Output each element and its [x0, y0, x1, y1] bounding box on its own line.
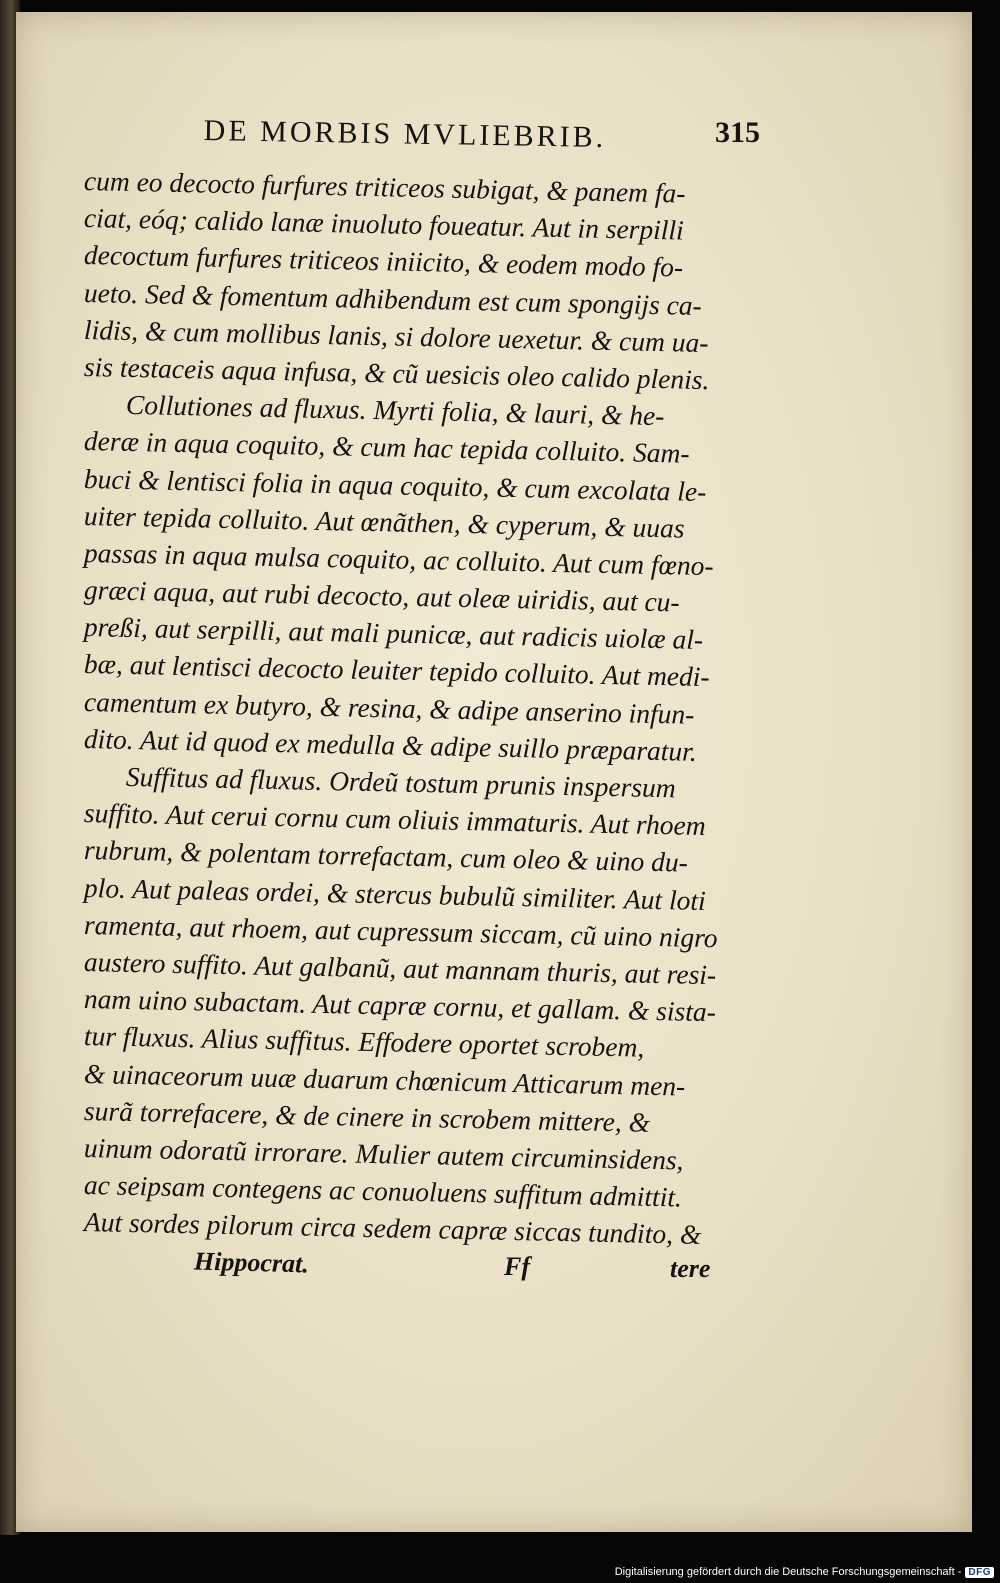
running-head	[84, 108, 760, 162]
running-head-title: DE MORBIS MVLIEBRIB.	[203, 114, 607, 155]
text-line: & uinaceorum uuæ duarum chœnicum Atticarum men-	[83, 1057, 686, 1102]
text-line: austero suffito. Aut galbanũ, aut mannam thuris, aut resi-	[83, 945, 717, 991]
page-footer	[84, 1244, 754, 1288]
text-line: buci & lentisci folia in aqua coquito, & cum excolata le-	[83, 462, 707, 507]
text-line: bæ, aut lentisci decocto leuiter tepido colluito. Aut medi-	[83, 648, 710, 693]
text-line: ciat, eóq; calido lanæ inuoluto foueatur. Aut in serpilli	[83, 202, 685, 246]
text-line: græci aqua, aut rubi decocto, aut oleæ uiridis, aut cu-	[83, 574, 680, 618]
catchword: tere	[670, 1254, 711, 1284]
text-line: ac seipsam contegens ac conuoluens suffitum admittit.	[83, 1169, 683, 1213]
running-footer-title: Hippocrat.	[193, 1246, 310, 1279]
text-line: ueto. Sed & fomentum adhibendum est cum spongijs ca-	[83, 276, 703, 321]
text-line: uinum odoratũ irrorare. Mulier autem circuminsidens,	[83, 1131, 684, 1176]
section-heading-line: Collutiones ad fluxus. Myrti folia, & lauri, & he-	[125, 389, 665, 432]
signature-mark: Ff	[504, 1252, 530, 1282]
text-line: dito. Aut id quod ex medulla & adipe suillo præparatur.	[83, 722, 698, 767]
text-line: Aut sordes pilorum circa sedem capræ siccas tundito, &	[83, 1206, 702, 1251]
text-line: surã torrefacere, & de cinere in scrobem mittere, &	[83, 1094, 651, 1138]
text-block	[83, 108, 760, 1288]
text-line: lidis, & cum mollibus lanis, si dolore uexetur. & cum ua-	[83, 313, 709, 358]
text-line: suffito. Aut cerui cornu cum oliuis immaturis. Aut rhoem	[83, 797, 707, 842]
text-line: deræ in aqua coquito, & cum hac tepida colluito. Sam-	[83, 425, 690, 469]
dfg-logo-icon: DFG	[965, 1567, 994, 1578]
text-line: preßi, aut serpilli, aut mali punicæ, aut radicis uiolæ al-	[83, 611, 704, 656]
page-number: 315	[715, 116, 760, 149]
text-line: uiter tepida colluito. Aut œnãthen, & cyperum, & uuas	[83, 499, 685, 544]
funding-credit-text: Digitalisierung gefördert durch die Deutsche Forschungsgemeinschaft -	[614, 1566, 962, 1578]
text-line: sis testaceis aqua infusa, & cũ uesicis oleo calido plenis.	[83, 350, 710, 396]
funding-credit	[615, 1566, 994, 1578]
text-line: ramenta, aut rhoem, aut cupressum siccam, cũ uino nigro	[83, 908, 718, 954]
book-page	[16, 12, 972, 1532]
text-line: camentum ex butyro, & resina, & adipe anserino infun-	[83, 685, 695, 730]
section-heading-line: Suffitus ad fluxus. Ordeũ tostum prunis inspersum	[125, 760, 676, 804]
text-line: cum eo decocto furfures triticeos subigat, & panem fa-	[83, 165, 686, 209]
text-line: nam uino subactam. Aut capræ cornu, et gallam. & sista-	[83, 983, 717, 1028]
text-line: tur fluxus. Alius suffitus. Effodere oportet scrobem,	[83, 1020, 645, 1064]
text-line: decoctum furfures triticeos iniicito, & eodem modo fo-	[83, 239, 684, 283]
text-line: rubrum, & polentam torrefactam, cum oleo & uino du-	[83, 834, 689, 879]
text-line: passas in aqua mulsa coquito, ac colluito. Aut cum fœno-	[83, 536, 714, 582]
text-line: plo. Aut paleas ordei, & stercus bubulũ similiter. Aut loti	[83, 871, 707, 916]
